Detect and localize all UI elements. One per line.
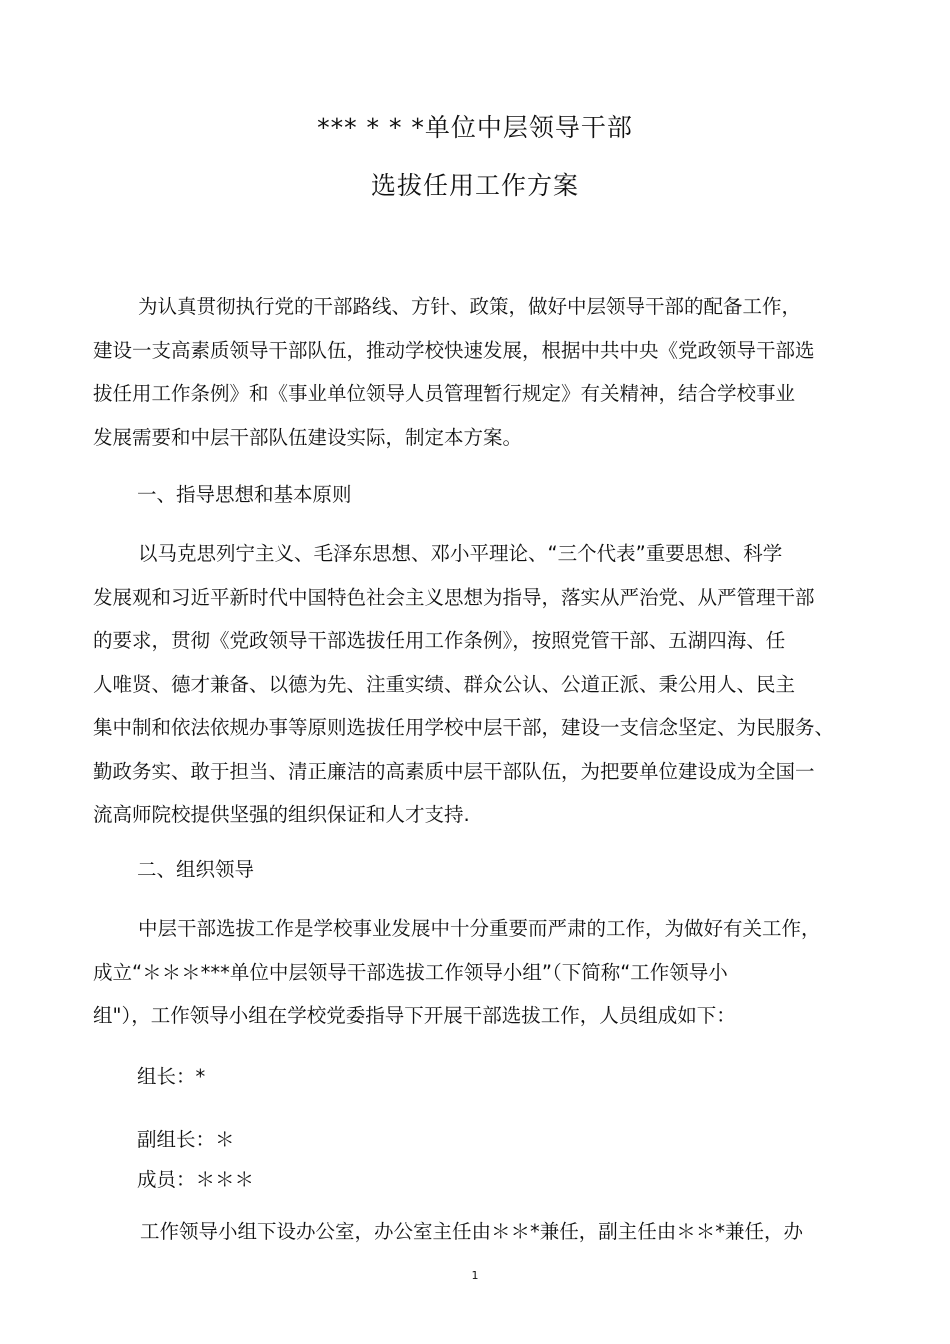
- text-line: 为认真贯彻执行党的干部路线、方针、政策，做好中层领导干部的配备工作，: [138, 295, 802, 318]
- section-heading-organization: 二、组织领导: [137, 858, 255, 881]
- text-line: 组"），工作领导小组在学校党委指导下开展干部选拔工作，人员组成如下：: [93, 1004, 736, 1027]
- text-line: 拔任用工作条例》和《事业单位领导人员管理暂行规定》有关精神，结合学校事业: [93, 382, 796, 405]
- text-line: 发展观和习近平新时代中国特色社会主义思想为指导，落实从严治党、从严管理干部: [93, 585, 815, 609]
- text-line: 勤政务实、敢于担当、清正廉洁的高素质中层干部队伍，为把要单位建设成为全国一: [93, 759, 815, 783]
- deputy-leader-line: 副组长：＊: [137, 1128, 235, 1151]
- text-line: 建设一支高素质领导干部队伍，推动学校快速发展，根据中共中央《党政领导干部选: [93, 338, 815, 362]
- text-line: 流高师院校提供坚强的组织保证和人才支持.: [93, 803, 470, 826]
- text-line: 成立“＊＊＊***单位中层领导干部选拔工作领导小组”（下简称“工作领导小: [93, 960, 728, 984]
- section1-paragraph: [93, 532, 873, 837]
- members-line: 成员：＊＊＊: [137, 1168, 255, 1191]
- office-line: 工作领导小组下设办公室，办公室主任由＊＊*兼任，副主任由＊＊*兼任，办: [140, 1220, 804, 1243]
- text-line: 发展需要和中层干部队伍建设实际，制定本方案。: [93, 425, 523, 449]
- section-heading-guiding-principles: 一、指导思想和基本原则: [137, 483, 352, 506]
- section2-paragraph: [93, 907, 873, 1038]
- text-line: 人唯贤、德才兼备、以德为先、注重实绩、群众公认、公道正派、秉公用人、民主: [93, 672, 796, 696]
- document-title-line2: 选拔任用工作方案: [370, 171, 579, 200]
- group-leader-line: 组长：*: [137, 1065, 206, 1088]
- page-number: 1: [471, 1269, 479, 1282]
- text-line: 的要求，贯彻《党政领导干部选拔任用工作条例》，按照党管干部、五湖四海、任: [93, 629, 786, 652]
- document-title-line1: *** * * *单位中层领导干部: [317, 113, 633, 142]
- text-line: 集中制和依法依规办事等原则选拔任用学校中层干部，建设一支信念坚定、为民服务、: [93, 716, 835, 739]
- intro-paragraph: [93, 285, 873, 459]
- text-line: 中层干部选拔工作是学校事业发展中十分重要而严肃的工作，为做好有关工作，: [138, 917, 821, 940]
- text-line: 以马克思列宁主义、毛泽东思想、邓小平理论、“三个代表”重要思想、科学: [138, 542, 783, 565]
